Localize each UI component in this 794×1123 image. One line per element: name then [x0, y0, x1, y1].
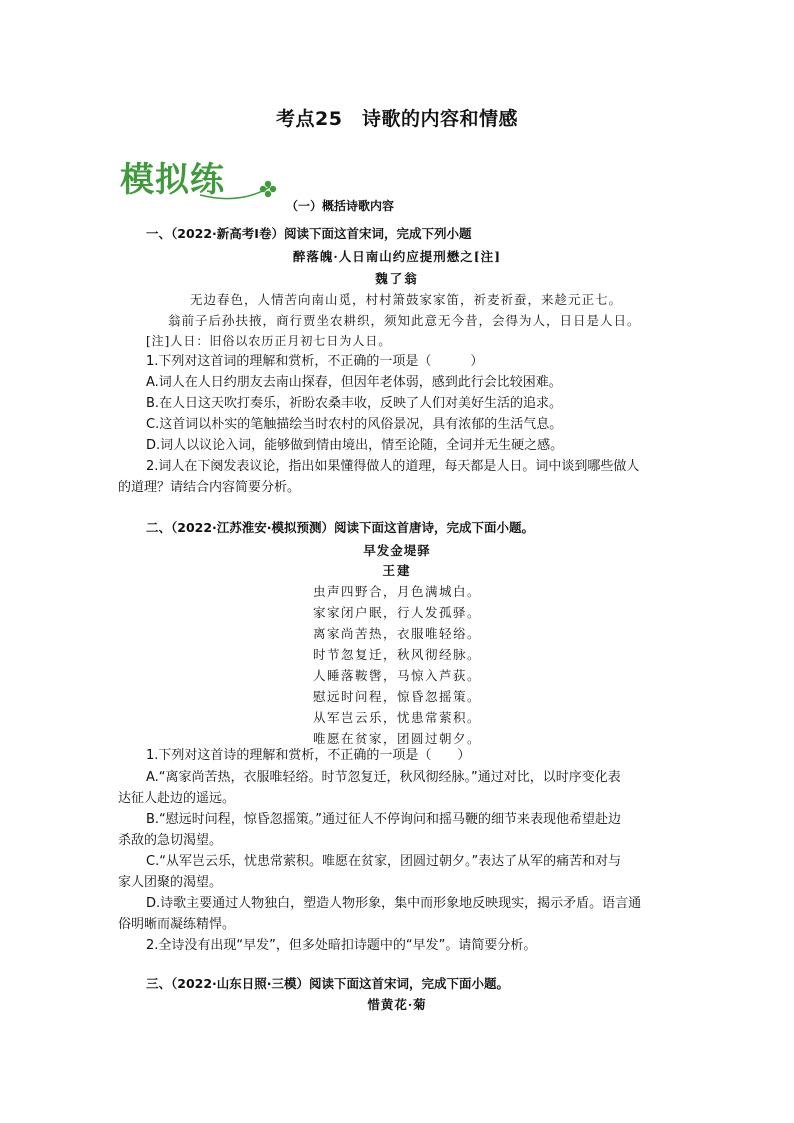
option-a: A.“离家尚苦热，衣服唯轻绤。时节忽复迁，秋风彻经脉。”通过对比，以时序变化表 — [146, 770, 621, 785]
option-a: A.词人在人日约朋友去南山探春，但因年老体弱，感到此行会比较困难。 — [146, 375, 562, 390]
section-heading: （一）概括诗歌内容 — [286, 199, 395, 213]
option-c: C.“从军岂云乐，忧患常萦积。唯愿在贫家，团圆过朝夕。”表达了从军的痛苦和对与 — [146, 854, 622, 869]
poem-2-line: 家家闭户眠，行人发孤驿。 — [312, 605, 481, 620]
poem-2-line: 慰远时问程，惊昏忽摇策。 — [312, 689, 481, 704]
question-1-sub-2-cont: 的道理？请结合内容简要分析。 — [118, 480, 301, 495]
poem-1-author: 魏了翁 — [375, 271, 419, 286]
option-b-cont: 杀敌的急切渴望。 — [118, 833, 223, 848]
option-c: C.这首词以朴实的笔触描绘当时农村的风俗景况，具有浓郁的生活气息。 — [146, 417, 563, 432]
option-a-cont: 达征人赴边的遥远。 — [118, 791, 236, 806]
poem-2-title: 早发金堤驿 — [363, 543, 431, 558]
poem-3-title: 惜黄花·菊 — [367, 997, 427, 1012]
question-3-header: 三、（2022·山东日照·三模）阅读下面这首宋词，完成下面小题。 — [146, 976, 510, 991]
poem-2-line: 人睡落鞍辔，马惊入芦荻。 — [312, 668, 481, 683]
poem-2-line: 从军岂云乐，忧患常萦积。 — [312, 710, 481, 725]
question-1-header: 一、（2022·新高考Ⅰ卷）阅读下面这首宋词，完成下列小题 — [146, 226, 472, 241]
poem-1-line: 翁前子后孙扶掖，商行贾坐农耕织，须知此意无今昔，会得为人，日日是人日。 — [168, 313, 641, 328]
clover-leaf-icon — [200, 175, 280, 205]
poem-2-line: 时节忽复迁，秋风彻经脉。 — [312, 647, 481, 662]
question-1-sub-2: 2.词人在下阕发表议论，指出如果懂得做人的道理，每天都是人日。词中谈到哪些做人 — [146, 459, 640, 474]
poem-1-title: 醉落魄·人日南山约应提刑懋之[注] — [292, 249, 502, 264]
page-title: 考点25 诗歌的内容和情感 — [276, 108, 518, 130]
poem-1-note: [注]人日：旧俗以农历正月初七日为人日。 — [146, 334, 392, 348]
question-2-sub-1: 1.下列对这首诗的理解和赏析，不正确的一项是（ ） — [146, 748, 471, 763]
option-d: D.词人以议论入词，能够做到情由境出，情至论随，全词并无生硬之感。 — [146, 438, 564, 453]
question-2-sub-2: 2.全诗没有出现“早发”，但多处暗扣诗题中的“早发”。请简要分析。 — [146, 938, 537, 953]
poem-2-line: 虫声四野合，月色满城白。 — [312, 584, 481, 599]
practice-logo: 模拟练 — [120, 160, 225, 200]
poem-2-line: 离家尚苦热，衣服唯轻绤。 — [312, 626, 481, 641]
question-1-sub-1: 1.下列对这首词的理解和赏析，不正确的一项是（ ） — [146, 354, 484, 369]
option-d-cont: 俗明晰而凝练精悍。 — [118, 917, 236, 932]
option-c-cont: 家人团聚的渴望。 — [118, 875, 223, 890]
poem-2-author: 王建 — [382, 563, 412, 578]
poem-2-line: 唯愿在贫家，团圆过朝夕。 — [312, 731, 481, 746]
option-d: D.诗歌主要通过人物独白，塑造人物形象，集中而形象地反映现实，揭示矛盾。语言通 — [146, 896, 642, 911]
option-b: B.“慰远时问程，惊昏忽摇策。”通过征人不停询问和摇马鞭的细节来表现他希望赴边 — [146, 812, 622, 827]
question-2-header: 二、（2022·江苏淮安·模拟预测）阅读下面这首唐诗，完成下面小题。 — [146, 520, 535, 535]
poem-1-line: 无边春色，人情苦向南山觅，村村箫鼓家家笛，祈麦祈蚕，来趁元正七。 — [190, 292, 623, 307]
option-b: B.在人日这天吹打奏乐，祈盼农桑丰收，反映了人们对美好生活的追求。 — [146, 396, 563, 411]
